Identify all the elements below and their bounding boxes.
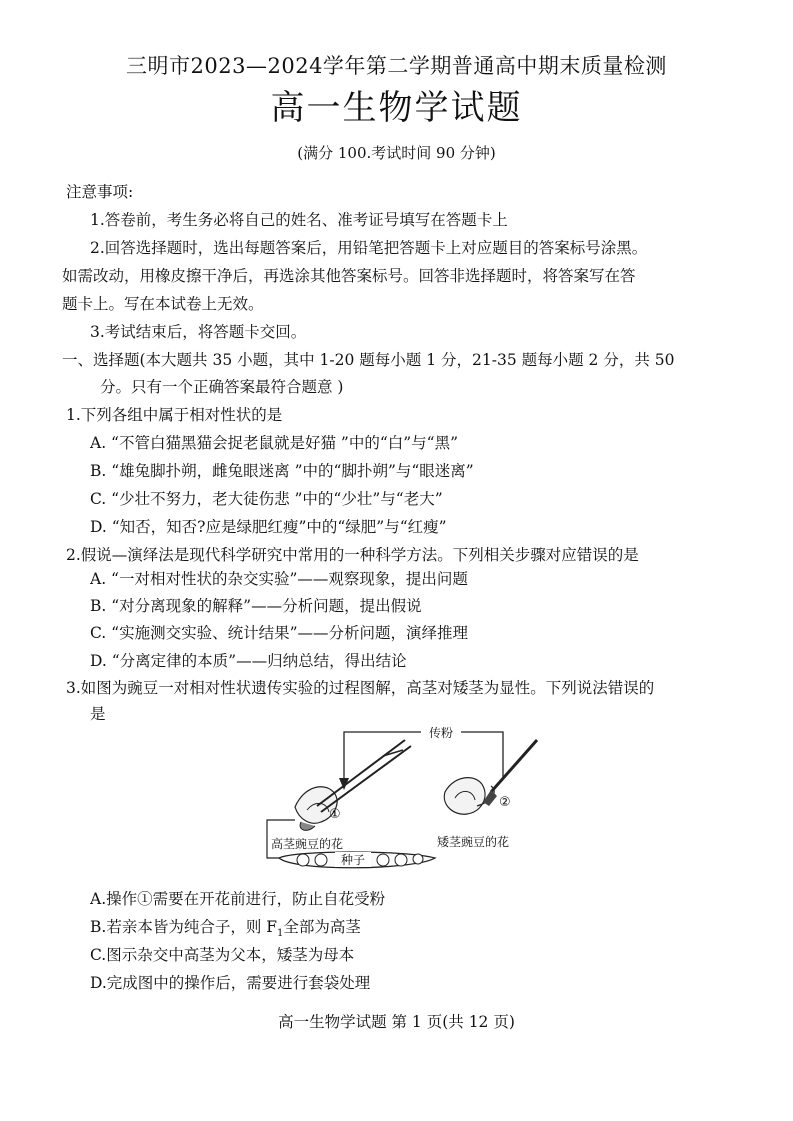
q1-option-b: B. “雄兔脚扑朔，雌兔眼迷离 ”中的“脚扑朔”与“眼迷离” (90, 462, 474, 480)
pea-seed (413, 854, 423, 864)
pea-seed (315, 854, 327, 866)
forceps-arm-1 (317, 740, 405, 806)
q2-option-b: B. “对分离现象的解释”——分析问题，提出假说 (90, 597, 422, 615)
brush-handle (491, 740, 537, 792)
short-flower-label: 矮茎豌豆的花 (437, 835, 510, 849)
q3-stem: 3.如图为豌豆一对相对性状遗传实验的过程图解，高茎对矮茎为显性。下列说法错误的 (66, 679, 655, 697)
note-2-line-3: 题卡上。写在本试卷上无效。 (62, 295, 264, 313)
pea-seed (297, 854, 309, 866)
q3-option-d: D.完成图中的操作后，需要进行套袋处理 (90, 974, 371, 992)
tall-flower-label: 高茎豌豆的花 (271, 837, 344, 851)
q2-option-d: D. “分离定律的本质”——归纳总结，得出结论 (90, 652, 407, 670)
notes-heading: 注意事项: (66, 183, 134, 201)
short-flower-petal (444, 778, 485, 815)
seed-label: 种子 (340, 853, 366, 867)
q3-stem-cont: 是 (90, 705, 106, 723)
section-1-heading-cont: 分。只有一个正确答案最符合题意 ) (100, 378, 344, 396)
operation-2-mark: ② (499, 795, 511, 810)
page-footer: 高一生物学试题 第 1 页(共 12 页) (278, 1013, 515, 1031)
q3-option-c: C.图示杂交中高茎为父本，矮茎为母本 (90, 946, 355, 964)
q1-option-d: D. “知否，知否?应是绿肥红瘦”中的“绿肥”与“红瘦” (90, 518, 447, 536)
q3-option-b-text-end: 全部为高茎 (283, 918, 361, 936)
note-1: 1.答卷前，考生务必将自己的姓名、准考证号填写在答题卡上 (90, 211, 508, 229)
q3-option-a: A.操作①需要在开花前进行，防止自花受粉 (90, 890, 386, 908)
q3-option-b-text: B.若亲本皆为纯合子，则 F (90, 918, 277, 936)
pea-seed (395, 854, 407, 866)
forceps-arm-2 (321, 746, 411, 812)
q1-option-a: A. “不管白猫黑猫会捉老鼠就是好猫 ”中的“白”与“黑” (90, 434, 459, 452)
section-1-heading: 一、选择题(本大题共 35 小题，其中 1-20 题每小题 1 分，21-35 题每小题 2 分，共 50 (62, 351, 675, 369)
pea-seed (377, 854, 389, 866)
q2-stem: 2.假说—演绎法是现代科学研究中常用的一种科学方法。下列相关步骤对应错误的是 (66, 546, 639, 564)
q1-stem: 1.下列各组中属于相对性状的是 (66, 406, 283, 424)
note-2-line-1: 2.回答选择题时，选出每题答案后，用铅笔把答题卡上对应题目的答案标号涂黑。 (90, 239, 648, 257)
exam-subject-title: 高一生物学试题 (270, 88, 523, 128)
q3-option-b-subscript: 1 (277, 928, 284, 940)
pea-pollination-figure (255, 722, 540, 884)
q1-option-c: C. “少壮不努力，老大徒伤悲 ”中的“少壮”与“老大” (90, 490, 443, 508)
pollination-label: 传粉 (428, 726, 454, 740)
note-2-line-2: 如需改动，用橡皮擦干净后，再选涂其他答案标号。回答非选择题时，将答案写在答 (62, 267, 636, 285)
q3-option-b (90, 917, 770, 944)
exam-score-time: (满分 100.考试时间 90 分钟) (297, 144, 496, 162)
q2-option-a: A. “一对相对性状的杂交实验”——观察现象，提出问题 (90, 570, 468, 588)
operation-1-mark: ① (329, 807, 341, 822)
note-3: 3.考试结束后，将答题卡交回。 (90, 323, 307, 341)
exam-header-title: 三明市2023—2024学年第二学期普通高中期末质量检测 (126, 54, 667, 78)
q2-option-c: C. “实施测交实验、统计结果”——分析问题，演绎推理 (90, 624, 469, 642)
